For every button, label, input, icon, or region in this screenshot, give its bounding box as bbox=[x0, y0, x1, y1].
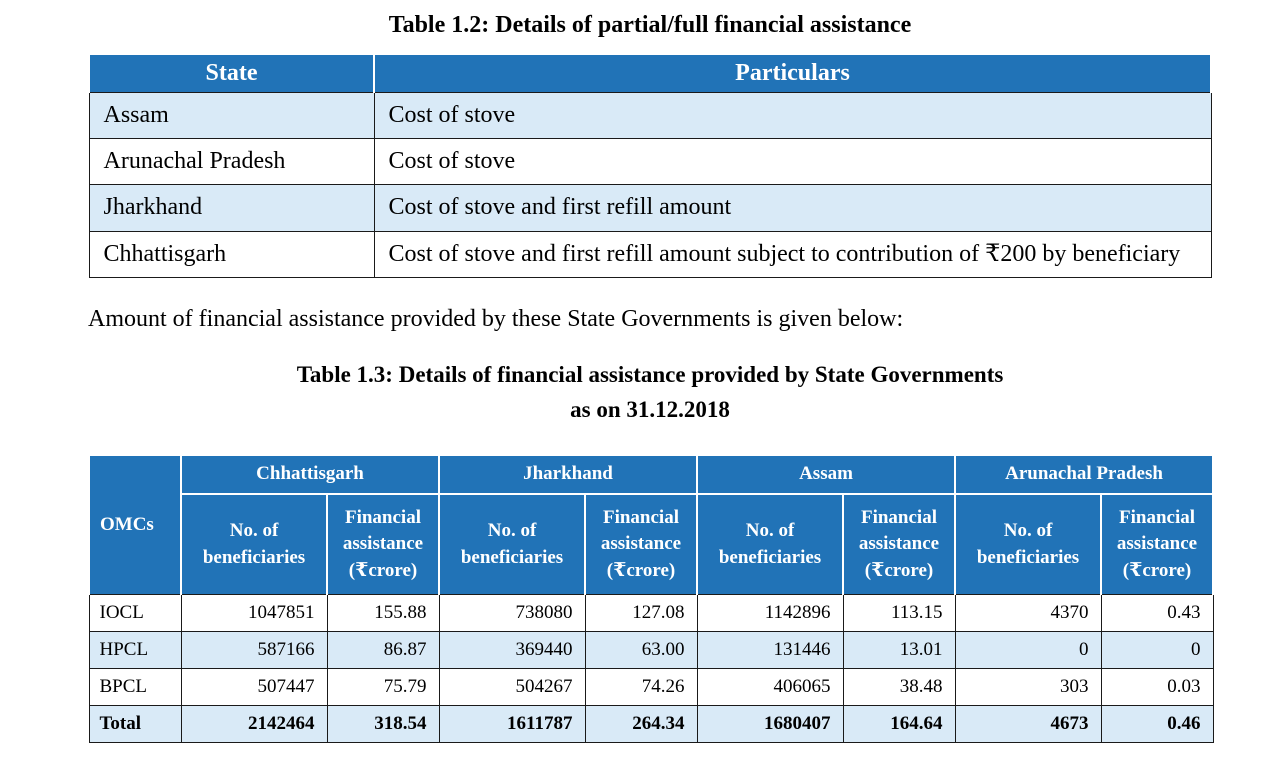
subheader-assistance: Financial assistance (₹crore) bbox=[585, 494, 697, 595]
cell-value: 0.43 bbox=[1101, 595, 1213, 632]
cell-omc: IOCL bbox=[89, 595, 181, 632]
table-row bbox=[89, 185, 1211, 231]
cell-value: 0.03 bbox=[1101, 669, 1213, 706]
cell-value: 13.01 bbox=[843, 632, 955, 669]
cell-omc: Total bbox=[89, 706, 181, 743]
cell-value: 164.64 bbox=[843, 706, 955, 743]
cell-value: 1047851 bbox=[181, 595, 327, 632]
cell-value: 504267 bbox=[439, 669, 585, 706]
table-subheader-row bbox=[89, 494, 1213, 595]
intro-paragraph: Amount of financial assistance provided by these State Governments is given below: bbox=[88, 305, 904, 332]
cell-omc: BPCL bbox=[89, 669, 181, 706]
cell-value: 318.54 bbox=[327, 706, 439, 743]
subheader-beneficiaries: No. of beneficiaries bbox=[697, 494, 843, 595]
cell-value: 4370 bbox=[955, 595, 1101, 632]
cell-value: 2142464 bbox=[181, 706, 327, 743]
cell-value: 86.87 bbox=[327, 632, 439, 669]
cell-value: 1142896 bbox=[697, 595, 843, 632]
state-group-assam: Assam bbox=[697, 455, 955, 494]
table-row bbox=[89, 231, 1211, 277]
cell-value: 38.48 bbox=[843, 669, 955, 706]
table-1-3-title bbox=[88, 357, 1212, 428]
cell-omc: HPCL bbox=[89, 632, 181, 669]
cell-value: 406065 bbox=[697, 669, 843, 706]
subheader-beneficiaries: No. of beneficiaries bbox=[181, 494, 327, 595]
cell-particulars: Cost of stove and first refill amount subject to contribution of ₹200 by beneficiary bbox=[374, 231, 1211, 277]
cell-value: 74.26 bbox=[585, 669, 697, 706]
cell-value: 127.08 bbox=[585, 595, 697, 632]
header-particulars: Particulars bbox=[374, 54, 1211, 93]
table-1-2-title: Table 1.2: Details of partial/full financial assistance bbox=[388, 12, 912, 38]
state-group-arunachal-pradesh: Arunachal Pradesh bbox=[955, 455, 1213, 494]
cell-value: 507447 bbox=[181, 669, 327, 706]
table-row bbox=[89, 93, 1211, 139]
cell-particulars: Cost of stove bbox=[374, 139, 1211, 185]
table-group-header-row bbox=[89, 455, 1213, 494]
cell-value: 0.46 bbox=[1101, 706, 1213, 743]
table-1-3 bbox=[88, 454, 1214, 743]
cell-particulars: Cost of stove bbox=[374, 93, 1211, 139]
table-row bbox=[89, 632, 1213, 669]
subheader-beneficiaries: No. of beneficiaries bbox=[955, 494, 1101, 595]
cell-value: 155.88 bbox=[327, 595, 439, 632]
table-1-2 bbox=[88, 53, 1212, 278]
table-total-row bbox=[89, 706, 1213, 743]
table-header-row bbox=[89, 54, 1211, 93]
cell-value: 587166 bbox=[181, 632, 327, 669]
subheader-assistance: Financial assistance (₹crore) bbox=[1101, 494, 1213, 595]
cell-value: 1611787 bbox=[439, 706, 585, 743]
cell-state: Jharkhand bbox=[89, 185, 374, 231]
cell-state: Assam bbox=[89, 93, 374, 139]
table-1-3-title-line2: as on 31.12.2018 bbox=[570, 397, 730, 423]
cell-value: 75.79 bbox=[327, 669, 439, 706]
cell-value: 0 bbox=[955, 632, 1101, 669]
cell-value: 264.34 bbox=[585, 706, 697, 743]
omcs-header: OMCs bbox=[89, 455, 181, 595]
cell-value: 4673 bbox=[955, 706, 1101, 743]
cell-value: 113.15 bbox=[843, 595, 955, 632]
state-group-jharkhand: Jharkhand bbox=[439, 455, 697, 494]
table-1-3-title-line1: Table 1.3: Details of financial assistance provided by State Governments bbox=[296, 361, 1004, 387]
cell-value: 1680407 bbox=[697, 706, 843, 743]
table-row bbox=[89, 139, 1211, 185]
document-content bbox=[88, 0, 1212, 743]
cell-value: 0 bbox=[1101, 632, 1213, 669]
subheader-assistance: Financial assistance (₹crore) bbox=[327, 494, 439, 595]
header-state: State bbox=[89, 54, 374, 93]
cell-value: 738080 bbox=[439, 595, 585, 632]
cell-value: 303 bbox=[955, 669, 1101, 706]
subheader-assistance: Financial assistance (₹crore) bbox=[843, 494, 955, 595]
cell-value: 131446 bbox=[697, 632, 843, 669]
cell-particulars: Cost of stove and first refill amount bbox=[374, 185, 1211, 231]
subheader-beneficiaries: No. of beneficiaries bbox=[439, 494, 585, 595]
cell-state: Chhattisgarh bbox=[89, 231, 374, 277]
cell-value: 369440 bbox=[439, 632, 585, 669]
table-row bbox=[89, 595, 1213, 632]
cell-state: Arunachal Pradesh bbox=[89, 139, 374, 185]
state-group-chhattisgarh: Chhattisgarh bbox=[181, 455, 439, 494]
cell-value: 63.00 bbox=[585, 632, 697, 669]
table-row bbox=[89, 669, 1213, 706]
